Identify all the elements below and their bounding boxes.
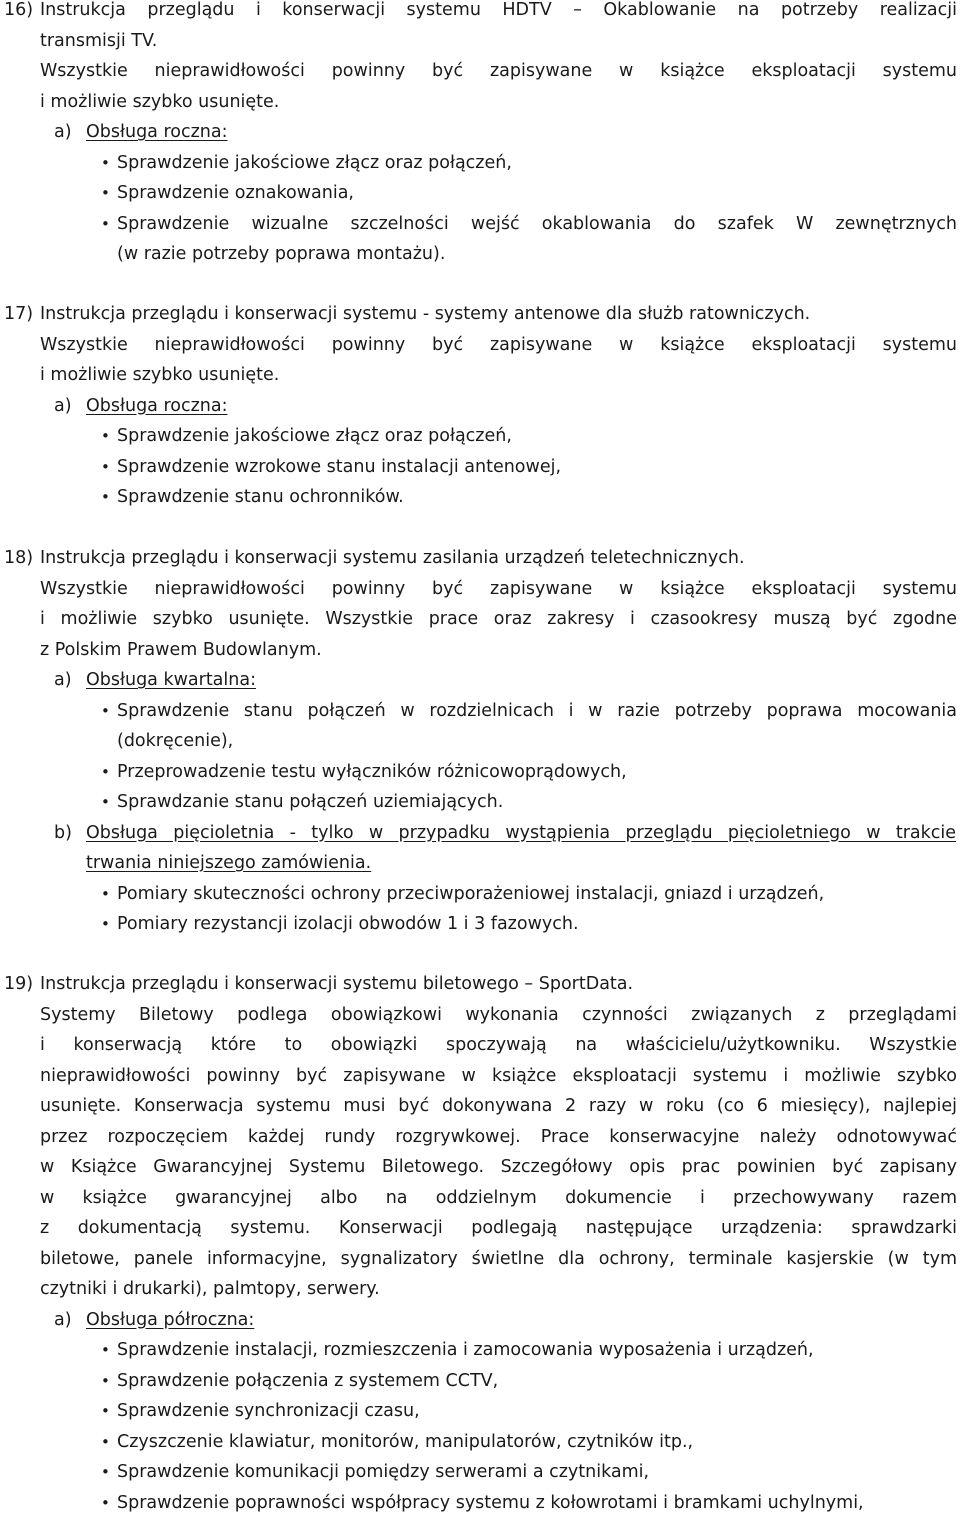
section-17: [0, 299, 960, 513]
bullet-icon: •: [101, 452, 110, 483]
bullet-icon: •: [101, 1457, 110, 1488]
subsection-a: [0, 117, 960, 148]
bullet-item: • Sprawdzenie instalacji, rozmieszczenia i zamocowania wyposażenia i urządzeń,: [0, 1335, 960, 1366]
subsection-title: Obsługa roczna:: [86, 122, 228, 142]
subsection-label: a): [54, 1305, 72, 1336]
section-number: 16): [4, 0, 33, 26]
bullet-item: • Przeprowadzenie testu wyłączników różnicowoprądowych,: [0, 757, 960, 788]
subsection-b: [0, 818, 960, 849]
bullet-icon: •: [101, 209, 110, 240]
bullet-item: • Sprawdzenie poprawności współpracy systemu z kołowrotami i bramkami uchylnymi,: [0, 1488, 960, 1518]
paragraph-line: przez rozpoczęciem każdej rundy rozgrywkowej. Prace konserwacyjne należy odnotowywać: [0, 1122, 957, 1153]
paragraph-line: z dokumentacją systemu. Konserwacji podlegają następujące urządzenia: sprawdzarki: [0, 1213, 957, 1244]
bullet-item: • Sprawdzanie stanu połączeń uziemiających.: [0, 787, 960, 818]
bullet-item: • Pomiary skuteczności ochrony przeciwporażeniowej instalacji, gniazd i urządzeń,: [0, 879, 960, 910]
bullet-item: • Sprawdzenie jakościowe złącz oraz połączeń,: [0, 421, 960, 452]
paragraph-line: i konserwacją które to obowiązki spoczywają na właścicielu/użytkowniku. Wszystkie: [0, 1030, 957, 1061]
subsection-label: b): [54, 818, 72, 849]
bullet-icon: •: [101, 1366, 110, 1397]
paragraph-line: usunięte. Konserwacja systemu musi być dokonywana 2 razy w roku (co 6 miesięcy), najlepiej: [0, 1091, 957, 1122]
section-title: Instrukcja przeglądu i konserwacji systemu - systemy antenowe dla służb ratowniczych.: [0, 299, 960, 330]
paragraph-line: i możliwie szybko usunięte. Wszystkie prace oraz zakresy i czasookresy muszą być zgodne: [0, 604, 957, 635]
bullet-continuation: (dokręcenie),: [0, 726, 960, 757]
section-title: Instrukcja przeglądu i konserwacji systemu HDTV – Okablowanie na potrzeby realizacji: [0, 0, 957, 26]
bullet-icon: •: [101, 909, 110, 940]
bullet-item: • Sprawdzenie stanu ochronników.: [0, 482, 960, 513]
section-title: Instrukcja przeglądu i konserwacji systemu biletowego – SportData.: [0, 969, 960, 1000]
bullet-icon: •: [101, 1396, 110, 1427]
section-16: [0, 0, 960, 270]
paragraph-line: w książce gwarancyjnej albo na oddzielnym dokumencie i przechowywany razem: [0, 1183, 957, 1214]
section-18: [0, 543, 960, 940]
section-19: [0, 969, 960, 1518]
bullet-item: • Sprawdzenie stanu połączeń w rozdzielnicach i w razie potrzeby poprawa mocowania: [0, 696, 960, 727]
paragraph-line: i możliwie szybko usunięte.: [0, 87, 960, 118]
bullet-item: • Sprawdzenie połączenia z systemem CCTV,: [0, 1366, 960, 1397]
subsection-label: a): [54, 391, 72, 422]
bullet-icon: •: [101, 421, 110, 452]
bullet-icon: •: [101, 879, 110, 910]
bullet-icon: •: [101, 787, 110, 818]
bullet-icon: •: [101, 757, 110, 788]
subsection-title: Obsługa roczna:: [86, 396, 228, 416]
bullet-item: • Sprawdzenie jakościowe złącz oraz połączeń,: [0, 148, 960, 179]
bullet-item: • Sprawdzenie komunikacji pomiędzy serwerami a czytnikami,: [0, 1457, 960, 1488]
subsection-title: Obsługa kwartalna:: [86, 670, 256, 690]
paragraph-line: Wszystkie nieprawidłowości powinny być zapisywane w książce eksploatacji systemu: [0, 574, 957, 605]
paragraph-line: w Książce Gwarancyjnej Systemu Biletowego. Szczegółowy opis prac powinien być zapisany: [0, 1152, 957, 1183]
paragraph-line: Wszystkie nieprawidłowości powinny być zapisywane w książce eksploatacji systemu: [0, 56, 957, 87]
paragraph-line: biletowe, panele informacyjne, sygnalizatory świetlne dla ochrony, terminale kasjerskie (w tym: [0, 1244, 957, 1275]
bullet-icon: •: [101, 696, 110, 727]
bullet-item: • Pomiary rezystancji izolacji obwodów 1 i 3 fazowych.: [0, 909, 960, 940]
section-number: 19): [4, 969, 33, 1000]
bullet-item: • Sprawdzenie wzrokowe stanu instalacji antenowej,: [0, 452, 960, 483]
paragraph-line: Systemy Biletowy podlega obowiązkowi wykonania czynności związanych z przeglądami: [0, 1000, 957, 1031]
subsection-title-continuation: trwania niniejszego zamówienia.: [86, 853, 371, 873]
bullet-icon: •: [101, 1335, 110, 1366]
bullet-item: • Sprawdzenie oznakowania,: [0, 178, 960, 209]
bullet-icon: •: [101, 482, 110, 513]
bullet-item: • Czyszczenie klawiatur, monitorów, manipulatorów, czytników itp.,: [0, 1427, 960, 1458]
subsection-a: [0, 665, 960, 696]
section-title: Instrukcja przeglądu i konserwacji systemu zasilania urządzeń teletechnicznych.: [0, 543, 960, 574]
bullet-icon: •: [101, 148, 110, 179]
paragraph-line: z Polskim Prawem Budowlanym.: [0, 635, 960, 666]
bullet-continuation: (w razie potrzeby poprawa montażu).: [0, 239, 960, 270]
subsection-title: Obsługa pięcioletnia - tylko w przypadku wystąpienia przeglądu pięcioletniego w trakcie: [86, 818, 956, 849]
subsection-label: a): [54, 117, 72, 148]
paragraph-line: czytniki i drukarki), palmtopy, serwery.: [0, 1274, 960, 1305]
section-number: 18): [4, 543, 33, 574]
subsection-a: [0, 391, 960, 422]
section-number: 17): [4, 299, 33, 330]
paragraph-line: i możliwie szybko usunięte.: [0, 360, 960, 391]
bullet-icon: •: [101, 178, 110, 209]
subsection-a: [0, 1305, 960, 1336]
bullet-icon: •: [101, 1488, 110, 1518]
paragraph-line: Wszystkie nieprawidłowości powinny być zapisywane w książce eksploatacji systemu: [0, 330, 957, 361]
subsection-label: a): [54, 665, 72, 696]
paragraph-line: nieprawidłowości powinny być zapisywane w książce eksploatacji systemu i możliwie szybko: [0, 1061, 957, 1092]
bullet-item: • Sprawdzenie synchronizacji czasu,: [0, 1396, 960, 1427]
section-title-continuation: transmisji TV.: [0, 26, 960, 57]
bullet-icon: •: [101, 1427, 110, 1458]
bullet-item: • Sprawdzenie wizualne szczelności wejść okablowania do szafek W zewnętrznych: [0, 209, 960, 240]
subsection-title: Obsługa półroczna:: [86, 1310, 254, 1330]
